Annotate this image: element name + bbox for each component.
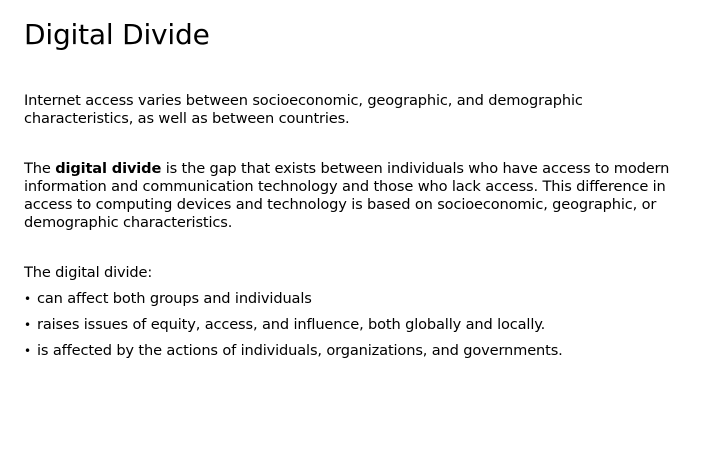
bullet-item (24, 316, 694, 342)
definition-paragraph (24, 160, 694, 232)
intro-paragraph: Internet access varies between socioeconomic, geographic, and demographic characteristics, as well as between countries. (24, 92, 583, 127)
definition-prefix: The (24, 160, 56, 177)
slide-title: Digital Divide (24, 18, 210, 51)
bullet-icon: • (24, 318, 31, 332)
bullet-icon: • (24, 292, 31, 306)
bullet-icon: • (24, 344, 31, 358)
bullet-list (24, 290, 694, 368)
bullet-text: is affected by the actions of individuals, organizations, and governments. (37, 342, 563, 359)
list-intro: The digital divide: (24, 264, 153, 281)
bullet-text: can affect both groups and individuals (37, 290, 312, 307)
bullet-item (24, 342, 694, 368)
definition-term: digital divide (55, 160, 162, 177)
definition-text: is the gap that exists between individuals who have access to modern information and communication technology and those who lack access. This difference in access to computing devices and technology is based on socioeconomic, geographic, or demographic characteristics. (24, 160, 670, 231)
bullet-item (24, 290, 694, 316)
bullet-text: raises issues of equity, access, and influence, both globally and locally. (37, 316, 546, 333)
